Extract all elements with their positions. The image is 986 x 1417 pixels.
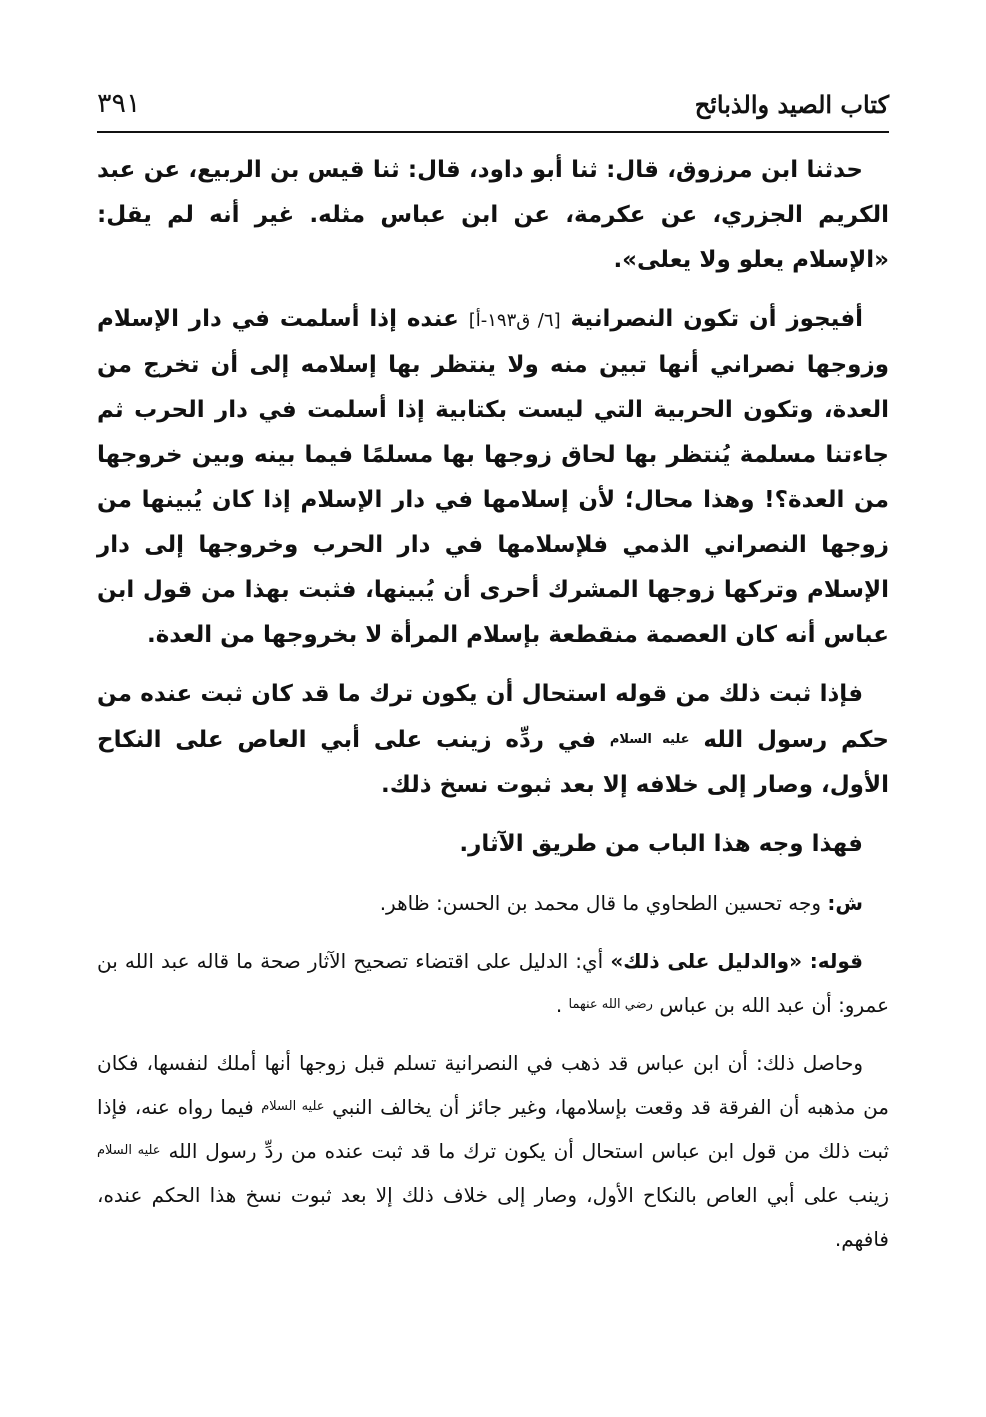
paragraph-text: فهذا وجه هذا الباب من طريق الآثار. — [459, 831, 863, 857]
paragraph-conclusion — [97, 672, 889, 808]
paragraph-hadith-chain — [97, 148, 889, 283]
quoted-phrase: قوله: «والدليل على ذلك» — [610, 949, 864, 973]
paragraph-text: فإذا ثبت ذلك من قوله استحال أن يكون ترك ما قد كان ثبت عنده من حكم رسول الله — [97, 681, 889, 753]
paragraph-argument — [97, 297, 889, 658]
header-divider — [97, 131, 889, 133]
manuscript-reference: [٦/ ق١٩٣-أ] — [468, 310, 561, 331]
page-header — [97, 84, 889, 130]
paragraph-commentary-quote — [97, 939, 889, 1027]
paragraph-text: وحاصل ذلك: أن ابن عباس قد ذهب في النصرانية تسلم قبل زوجها أنها أملك لنفسها، فكان من مذهبه أن الفرقة قد وقعت بإسلامها، وغير جائز أن يخالف النبي — [97, 1051, 890, 1119]
paragraph-text: . — [555, 993, 563, 1017]
paragraph-text: وجه تحسين الطحاوي ما قال محمد بن الحسن: ظاهر. — [379, 891, 822, 915]
paragraph-text: حدثنا ابن مرزوق، قال: ثنا أبو داود، قال: ثنا قيس بن الربيع، عن عبد الكريم الجزري، عن عكرمة، عن ابن عباس مثله. غير أنه لم يقل: «الإسلام يعلو ولا يعلى». — [97, 157, 889, 273]
paragraph-text: فيما رواه عنه، فإذا ثبت ذلك من قول ابن عباس استحال أن يكون ترك ما قد ثبت عنده من ردِّ رسول الله — [97, 1095, 890, 1163]
paragraph-commentary-sh — [97, 881, 889, 925]
page-number: ٣٩١ — [97, 88, 141, 119]
paragraph-text: زينب على أبي العاص بالنكاح الأول، وصار إلى خلاف ذلك إلا بعد ثبوت نسخ هذا الحكم عنده، فافهم. — [97, 1183, 889, 1251]
paragraph-commentary-summary — [97, 1041, 889, 1261]
page-body — [97, 148, 889, 1275]
commentary-label: ش: — [827, 891, 863, 915]
paragraph-text: أفيجوز أن تكون النصرانية — [570, 306, 864, 332]
honorific-glyph: عليه السلام — [261, 1099, 325, 1114]
paragraph-text: في ردِّه زينب على أبي العاص على النكاح الأول، وصار إلى خلافه إلا بعد ثبوت نسخ ذلك. — [97, 727, 889, 798]
honorific-glyph: رضي الله عنهما — [568, 997, 653, 1012]
paragraph-text: عنده إذا أسلمت في دار الإسلام وزوجها نصراني أنها تبين منه ولا ينتظر بها إسلامه إلى أن تخرج من العدة، وتكون الحربية التي ليست بكتابية إذا أسلمت في دار الحرب ثم جاءتنا مسلمة يُنتظر بها لحاق زوجها بها مسلمًا فيما بينه وبين خروجها من العدة؟! وهذا محال؛ لأن إسلامها في دار الإسلام إذا كان يُبينها من زوجها النصراني الذمي فلإسلامها في دار الحرب وخروجها إلى دار الإسلام وتركها زوجها المشرك أحرى أن يُبينها، فثبت بهذا من قول ابن عباس أنه كان العصمة منقطعة بإسلام المرأة لا بخروجها من العدة. — [97, 306, 889, 648]
paragraph-text: أي: الدليل على اقتضاء تصحيح الآثار صحة ما قاله عبد الله بن عمرو: أن عبد الله بن عباس — [97, 949, 889, 1017]
honorific-glyph: عليه السلام — [97, 1143, 161, 1158]
paragraph-summary — [97, 822, 889, 867]
chapter-title: كتاب الصيد والذبائح — [694, 90, 889, 119]
honorific-glyph: عليه السلام — [609, 732, 690, 747]
